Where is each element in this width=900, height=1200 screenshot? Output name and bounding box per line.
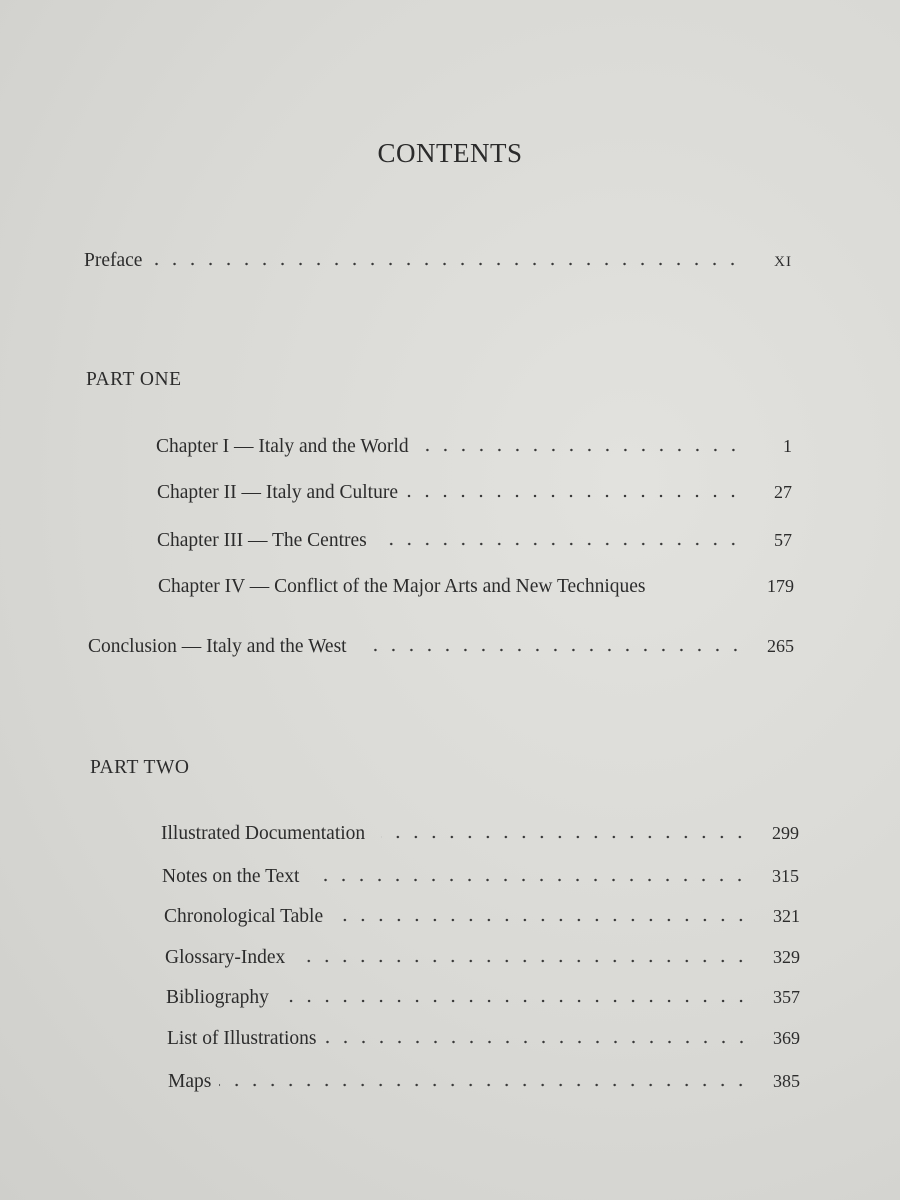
toc-entry-notes-on-the-text	[162, 866, 799, 888]
dot-leader	[367, 647, 744, 653]
toc-entry-page: 1	[783, 436, 792, 456]
toc-entry-label: Chapter III — The Centres	[157, 530, 367, 551]
toc-entry-page: 315	[772, 866, 799, 886]
part-two-heading: PART TWO	[90, 757, 190, 778]
dot-leader	[417, 447, 742, 453]
dot-leader	[331, 917, 750, 923]
toc-entry-conclusion	[88, 636, 794, 658]
toc-entry-chronological-table	[164, 906, 800, 928]
toc-entry-label: Chapter I — Italy and the World	[156, 436, 409, 457]
toc-entry-label: Bibliography	[166, 987, 269, 1008]
toc-entry-page: 357	[773, 987, 800, 1007]
toc-entry-chapter-4	[158, 576, 794, 598]
toc-entry-label: Chapter II — Italy and Culture	[157, 482, 398, 503]
dot-leader	[325, 1039, 751, 1045]
dot-leader	[315, 877, 749, 883]
toc-entry-page: 179	[767, 576, 794, 596]
toc-entry-label: Glossary-Index	[165, 947, 286, 968]
toc-entry-illustrated-documentation	[161, 823, 799, 845]
toc-entry-glossary-index	[165, 947, 800, 969]
toc-entry-chapter-2	[157, 482, 792, 504]
toc-entry-label: List of Illustrations	[167, 1028, 317, 1049]
dot-leader	[150, 261, 742, 267]
toc-entry-label: Chapter IV — Conflict of the Major Arts and New Techniques	[158, 576, 646, 597]
toc-entry-page: 329	[773, 947, 800, 967]
toc-entry-chapter-3	[157, 530, 792, 552]
toc-entry-list-of-illustrations	[167, 1028, 800, 1050]
toc-entry-page: 369	[773, 1028, 800, 1048]
dot-leader	[381, 834, 749, 840]
toc-entry-page: XI	[774, 254, 792, 270]
toc-entry-label: Chronological Table	[164, 906, 324, 927]
toc-entry-chapter-1	[156, 436, 792, 458]
dot-leader	[406, 493, 742, 499]
toc-entry-bibliography	[166, 987, 800, 1009]
dot-leader	[375, 541, 742, 547]
toc-entry-label: Maps	[168, 1071, 212, 1092]
toc-entry-label: Notes on the Text	[162, 866, 300, 887]
page-title: CONTENTS	[377, 138, 523, 168]
toc-entry-preface	[84, 250, 792, 272]
toc-entry-label: Preface	[84, 250, 143, 271]
dot-leader	[219, 1082, 750, 1088]
toc-entry-label: Conclusion — Italy and the West	[88, 636, 347, 657]
toc-entry-page: 265	[767, 636, 794, 656]
dot-leader	[301, 958, 750, 964]
toc-entry-page: 57	[774, 530, 792, 550]
toc-entry-page: 27	[774, 482, 792, 502]
toc-entry-maps	[168, 1071, 800, 1093]
part-one-heading: PART ONE	[86, 369, 182, 390]
toc-entry-label: Illustrated Documentation	[161, 823, 366, 844]
toc-entry-page: 299	[772, 823, 799, 843]
dot-leader	[277, 998, 750, 1004]
toc-entry-page: 321	[773, 906, 800, 926]
toc-entry-page: 385	[773, 1071, 800, 1091]
